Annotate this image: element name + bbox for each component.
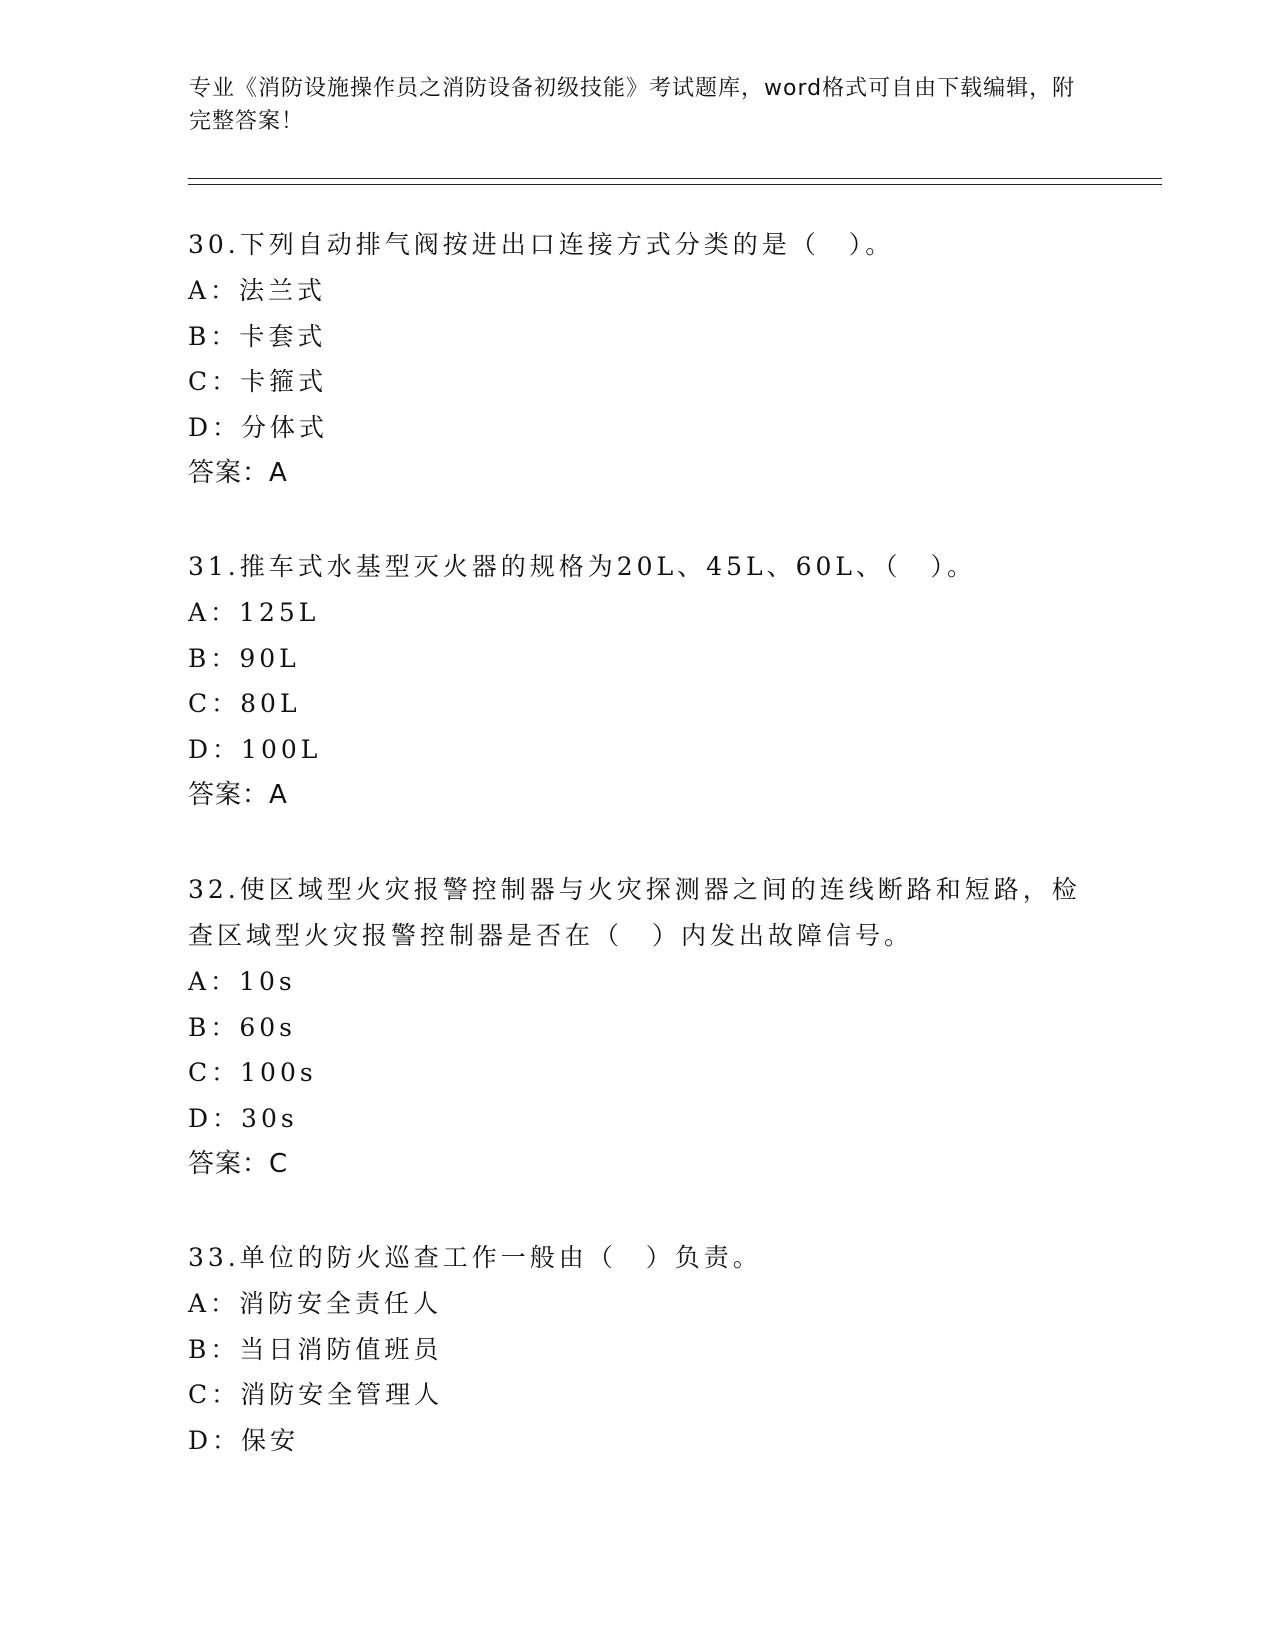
option-c: C：卡箍式 (188, 367, 328, 397)
question-32 (188, 867, 1088, 1187)
question-30 (188, 222, 1088, 496)
question-stem: 31.推车式水基型灭火器的规格为20L、45L、60L、（ ）。 (188, 552, 976, 581)
question-stem: 30.下列自动排气阀按进出口连接方式分类的是（ ）。 (188, 230, 895, 259)
answer: 答案：A (188, 779, 288, 810)
answer: 答案：C (188, 1148, 289, 1179)
question-31 (188, 544, 1088, 818)
header-divider (188, 178, 1162, 185)
option-b: B：当日消防值班员 (188, 1334, 443, 1364)
option-a: A：125L (188, 598, 320, 627)
option-a: A：10s (188, 967, 296, 996)
option-d: D：30s (188, 1104, 298, 1134)
answer: 答案：A (188, 457, 288, 488)
option-a: A：法兰式 (188, 276, 327, 305)
document-header: 专业《消防设施操作员之消防设备初级技能》考试题库，word格式可自由下载编辑，附完整答案！ (189, 76, 1076, 134)
option-b: B：90L (188, 643, 300, 673)
question-33 (188, 1235, 1088, 1464)
option-c: C：80L (188, 689, 301, 719)
question-stem: 33.单位的防火巡查工作一般由（ ）负责。 (188, 1243, 762, 1272)
option-b: B：卡套式 (188, 321, 327, 351)
option-c: C：100s (188, 1058, 317, 1088)
option-c: C：消防安全管理人 (188, 1380, 444, 1410)
option-d: D：分体式 (188, 413, 329, 443)
option-d: D：100L (188, 735, 322, 765)
option-b: B：60s (188, 1012, 297, 1042)
option-a: A：消防安全责任人 (188, 1289, 443, 1318)
option-d: D：保安 (188, 1426, 300, 1456)
question-stem: 32.使区域型火灾报警控制器与火灾探测器之间的连线断路和短路，检查区域型火灾报警控制器是否在（ ）内发出故障信号。 (188, 875, 1081, 950)
